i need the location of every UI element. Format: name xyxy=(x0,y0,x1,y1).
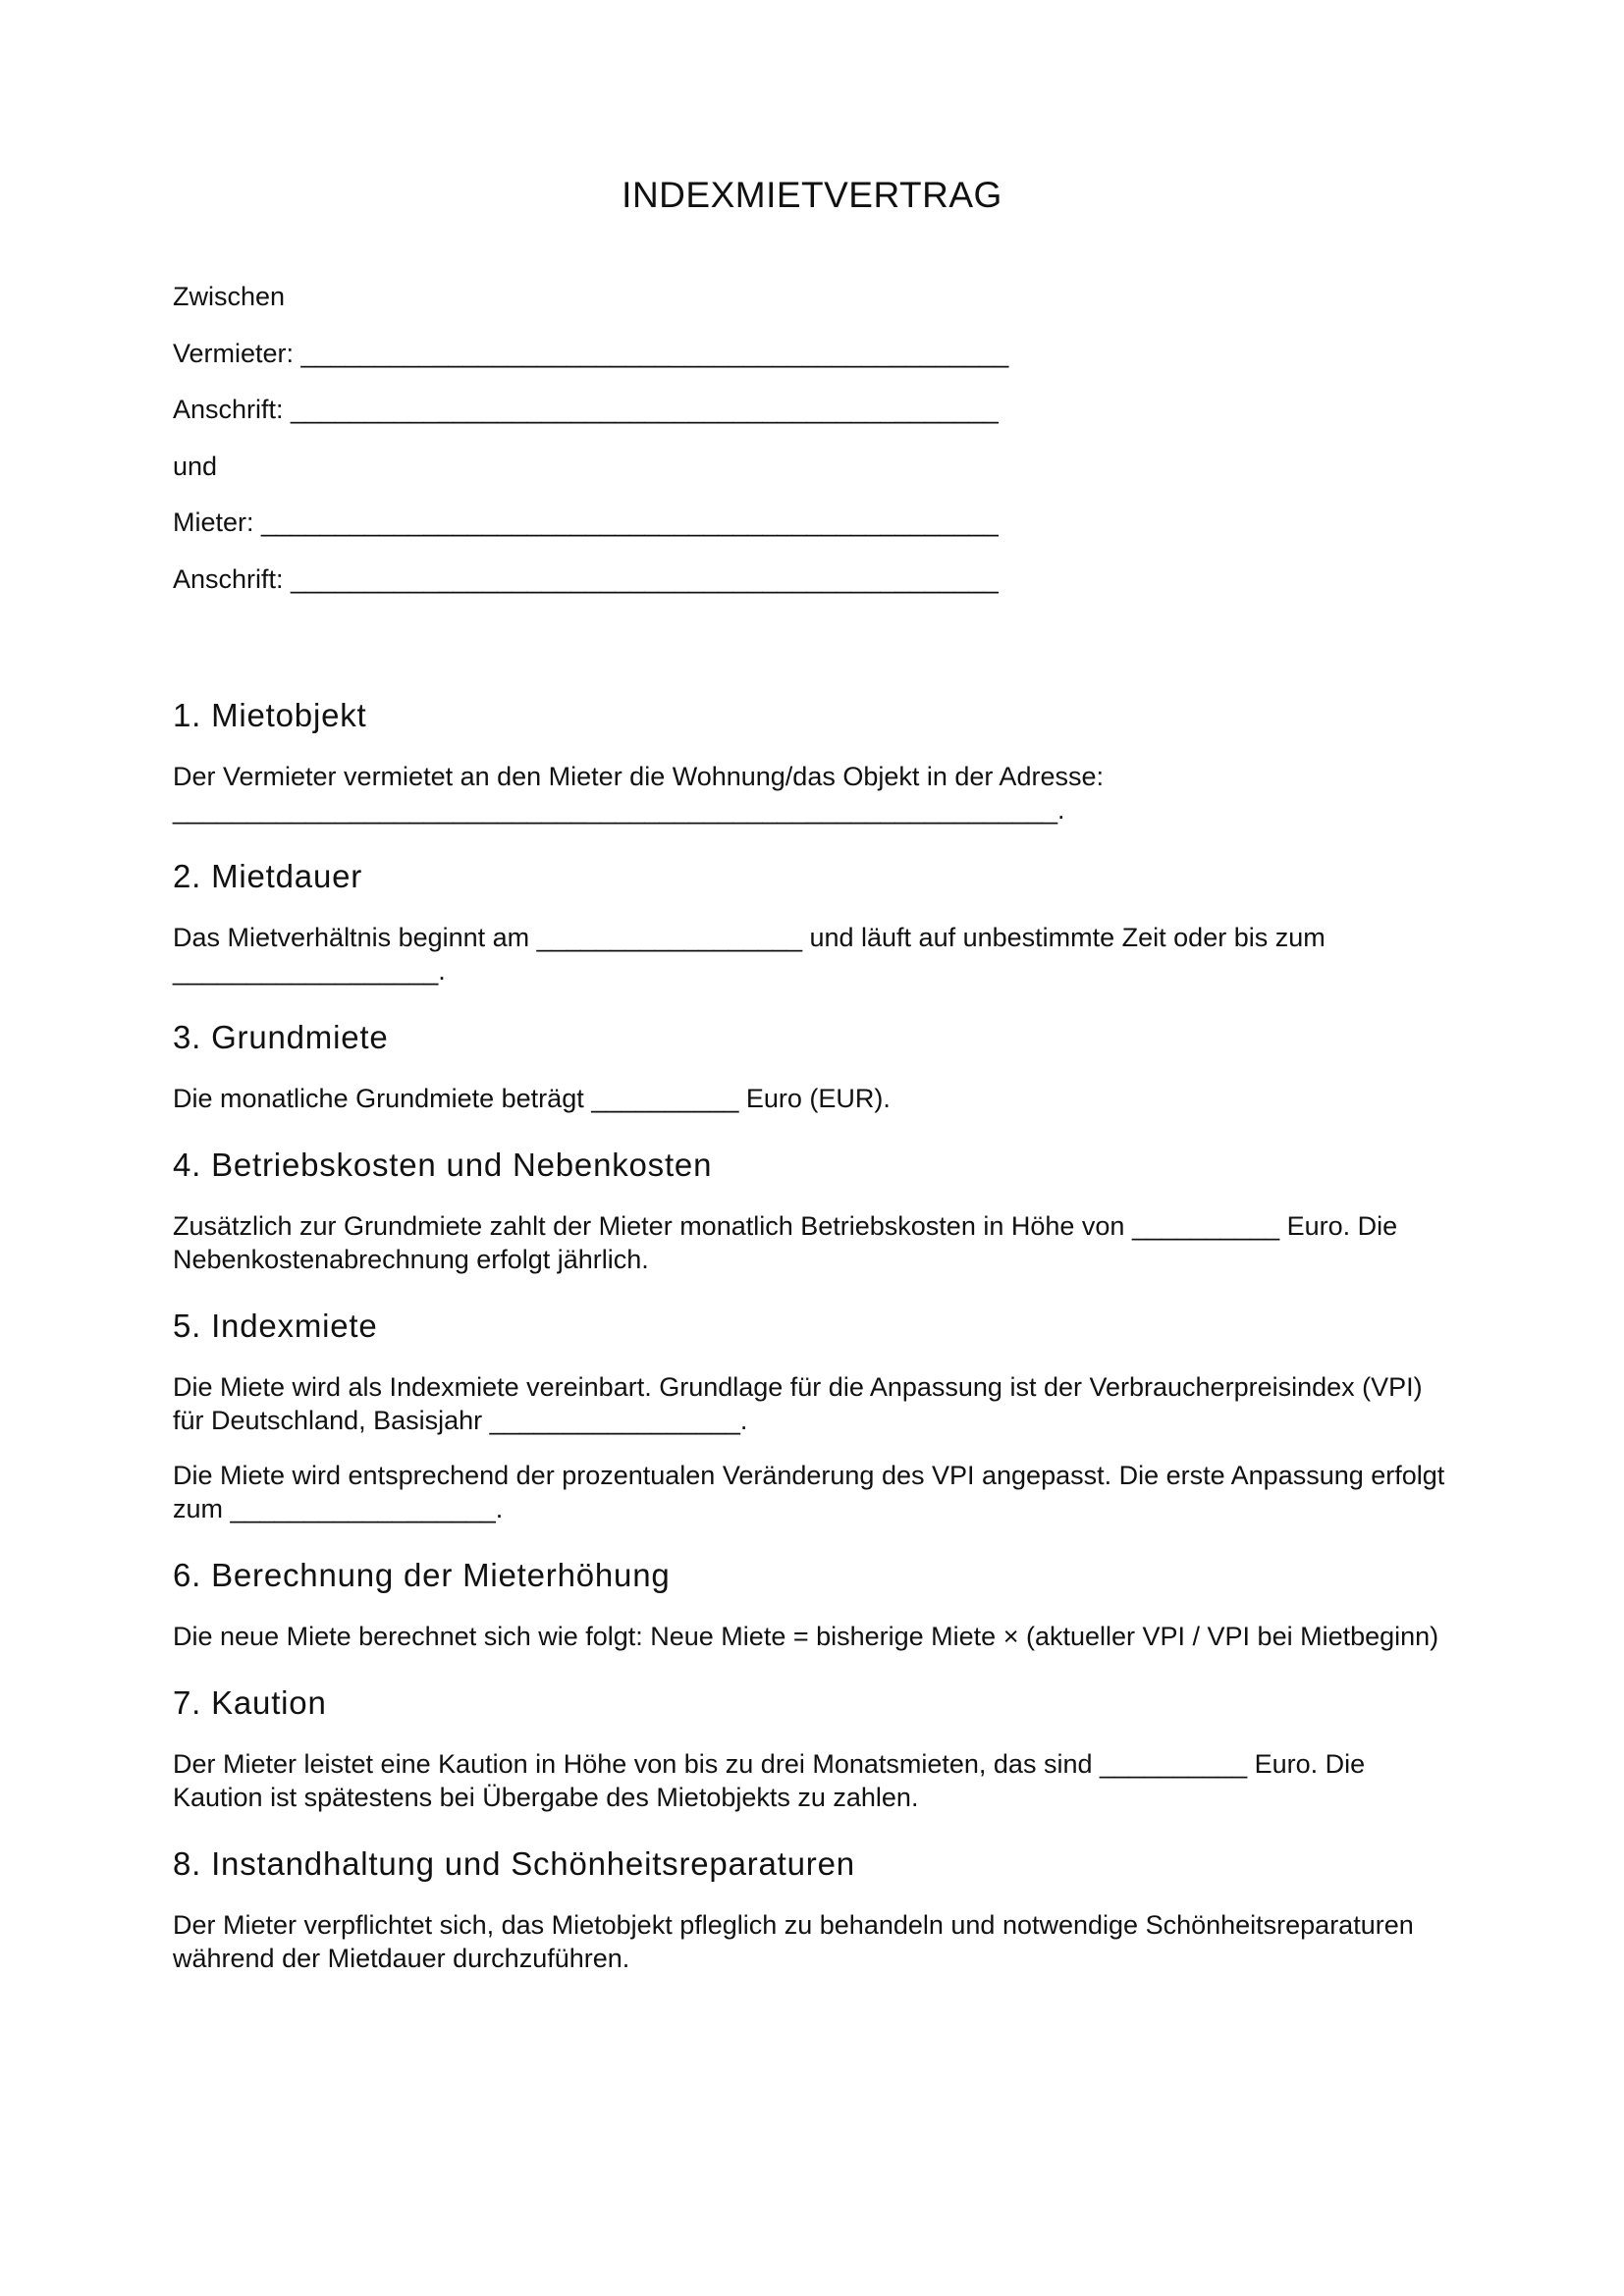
section-heading: 6. Berechnung der Mieterhöhung xyxy=(173,1557,671,1593)
section-indexmiete xyxy=(173,1304,1459,1525)
section-heading: 5. Indexmiete xyxy=(173,1308,378,1344)
tenant-address-field: Anschrift: ________________________________________________ xyxy=(173,563,999,594)
section-paragraph: Der Mieter verpflichtet sich, das Mietobjekt pfleglich zu behandeln und notwendige Schönheitsreparaturen während der Mietdauer durchzuführen. xyxy=(173,1910,1414,1973)
section-grundmiete xyxy=(173,1015,1459,1115)
section-heading: 8. Instandhaltung und Schönheitsreparaturen xyxy=(173,1845,855,1882)
landlord-address-field: Anschrift: ________________________________________________ xyxy=(173,395,999,424)
section-heading: 1. Mietobjekt xyxy=(173,697,367,733)
section-paragraph: Der Mieter leistet eine Kaution in Höhe von bis zu drei Monatsmieten, das sind __________ Euro. Die Kaution ist spätestens bei Übergabe des Mietobjekts zu zahlen. xyxy=(173,1749,1366,1812)
section-betriebskosten xyxy=(173,1143,1459,1276)
section-berechnung xyxy=(173,1553,1459,1653)
tenant-field: Mieter: __________________________________________________ xyxy=(173,507,999,537)
parties-block xyxy=(173,279,1449,617)
section-paragraph: Zusätzlich zur Grundmiete zahlt der Mieter monatlich Betriebskosten in Höhe von __________ Euro. Die Nebenkostenabrechnung erfolgt jährlich. xyxy=(173,1211,1398,1274)
document-title: INDEXMIETVERTRAG xyxy=(622,175,1002,215)
section-heading: 3. Grundmiete xyxy=(173,1019,389,1055)
section-heading: 2. Mietdauer xyxy=(173,858,363,894)
section-paragraph: Die Miete wird entsprechend der prozentualen Veränderung des VPI angepasst. Die erste Anpassung erfolgt zum __________________. xyxy=(173,1461,1445,1523)
section-paragraph: Die Miete wird als Indexmiete vereinbart. Grundlage für die Anpassung ist der Verbraucherpreisindex (VPI) für Deutschland, Basisjahr _________________. xyxy=(173,1372,1423,1435)
section-paragraph: Die neue Miete berechnet sich wie folgt: Neue Miete = bisherige Miete × (aktueller VPI / VPI bei Mietbeginn) xyxy=(173,1622,1439,1651)
section-kaution xyxy=(173,1681,1459,1814)
section-paragraph: Das Mietverhältnis beginnt am __________________ und läuft auf unbestimmte Zeit oder bis zum __________________. xyxy=(173,923,1326,986)
section-heading: 7. Kaution xyxy=(173,1684,327,1721)
contract-sections xyxy=(173,693,1459,1975)
section-paragraph: Der Vermieter vermietet an den Mieter die Wohnung/das Objekt in der Adresse: ____________________________________________________________. xyxy=(173,762,1104,825)
section-instandhaltung xyxy=(173,1842,1459,1975)
section-mietobjekt xyxy=(173,693,1459,827)
parties-and: und xyxy=(173,451,218,481)
section-paragraph: Die monatliche Grundmiete beträgt __________ Euro (EUR). xyxy=(173,1084,891,1113)
parties-between: Zwischen xyxy=(173,282,286,311)
section-mietdauer xyxy=(173,854,1459,988)
section-heading: 4. Betriebskosten und Nebenkosten xyxy=(173,1147,713,1183)
landlord-field: Vermieter: ________________________________________________ xyxy=(173,338,1009,368)
